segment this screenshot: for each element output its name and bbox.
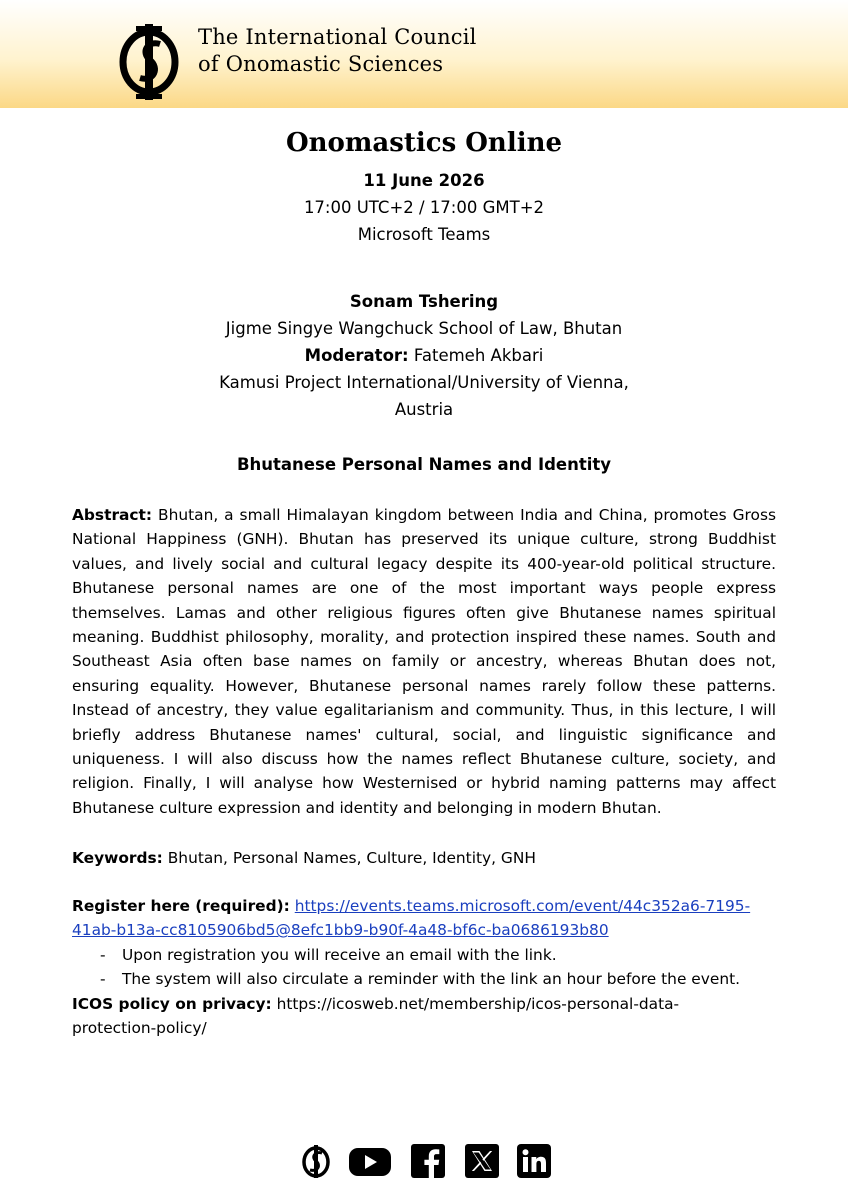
keywords-paragraph [72, 846, 776, 870]
event-title: Onomastics Online [285, 128, 563, 158]
org-name-line1: The International Council [198, 25, 477, 49]
event-platform: Microsoft Teams [357, 225, 491, 244]
speaker-name: Sonam Tshering [349, 292, 499, 311]
abstract-text: Bhutan, a small Himalayan kingdom between India and China, promotes Gross National Happiness (GNH). Bhutan has preserved its unique culture, strong Buddhist values, and lively social and cultural legacy despite its 400-year-old political structure. Bhutanese personal names are one of the most important ways people express themselves. Lamas and other religious figures often give Bhutanese names spiritual meaning. Buddhist philosophy, morality, and protection inspired these names. South and Southeast Asia often base names on family or ancestry, whereas Bhutan does not, ensuring equality. However, Bhutanese personal names rarely follow these patterns. Instead of ancestry, they value egalitarianism and community. Thus, in this lecture, I will briefly address Bhutanese names' cultural, social, and linguistic significance and uniqueness. I will also discuss how the names reflect Bhutanese culture, society, and religion. Finally, I will analyse how Westernised or hybrid naming patterns may affect Bhutanese culture expression and identity and belonging in modern Bhutan. [72, 506, 776, 817]
bullet-dash: - [100, 970, 106, 989]
keywords-text: Bhutan, Personal Names, Culture, Identity, GNH [167, 849, 536, 867]
moderator-affiliation-line1: Kamusi Project International/University of Vienna, [219, 373, 629, 392]
privacy-paragraph [72, 992, 776, 1041]
org-name-line2: of Onomastic Sciences [198, 52, 444, 76]
privacy-url-part1[interactable]: https://icosweb.net/membership/icos-personal-data- [276, 995, 680, 1013]
org-name [198, 24, 477, 78]
keywords-label: Keywords: [72, 849, 163, 867]
registration-label: Register here (required): [72, 897, 290, 915]
registration-link-part2[interactable]: 41ab-b13a-cc8105906bd5@8efc1bb9-b90f-4a48-bf6c-ba0686193b80 [72, 921, 609, 940]
social-icons [298, 1143, 558, 1185]
facebook-icon[interactable] [410, 1143, 446, 1179]
moderator-label: Moderator: [304, 346, 409, 365]
abstract-label: Abstract: [72, 506, 153, 524]
bullet-dash: - [100, 946, 106, 964]
speaker-affiliation: Jigme Singye Wangchuck School of Law, Bhutan [225, 319, 623, 338]
x-icon[interactable] [464, 1143, 500, 1179]
talk-title: Bhutanese Personal Names and Identity [236, 455, 612, 474]
icos-logo-icon [114, 22, 184, 102]
moderator-affiliation-line2: Austria [394, 400, 454, 419]
privacy-label: ICOS policy on privacy: [72, 995, 272, 1013]
bullet-text: The system will also circulate a reminder with the link an hour before the event. [122, 970, 741, 989]
privacy-url-part2[interactable]: protection-policy/ [72, 1019, 207, 1038]
bullet-text: Upon registration you will receive an email with the link. [122, 946, 557, 964]
event-date: 11 June 2026 [363, 171, 485, 190]
registration-link-part1[interactable]: https://events.teams.microsoft.com/event/44c352a6-7195- [294, 897, 751, 915]
list-item [100, 943, 740, 967]
header-banner [0, 0, 848, 108]
youtube-icon[interactable] [348, 1143, 392, 1179]
moderator-line [0, 342, 848, 369]
event-time: 17:00 UTC+2 / 17:00 GMT+2 [303, 198, 545, 217]
registration-notes [100, 943, 740, 992]
moderator-name: Fatemeh Akbari [413, 346, 544, 365]
abstract-paragraph [72, 503, 776, 820]
icos-logo-icon[interactable] [298, 1143, 334, 1179]
list-item [100, 967, 740, 991]
registration-paragraph [72, 894, 776, 943]
linkedin-icon[interactable] [516, 1143, 552, 1179]
